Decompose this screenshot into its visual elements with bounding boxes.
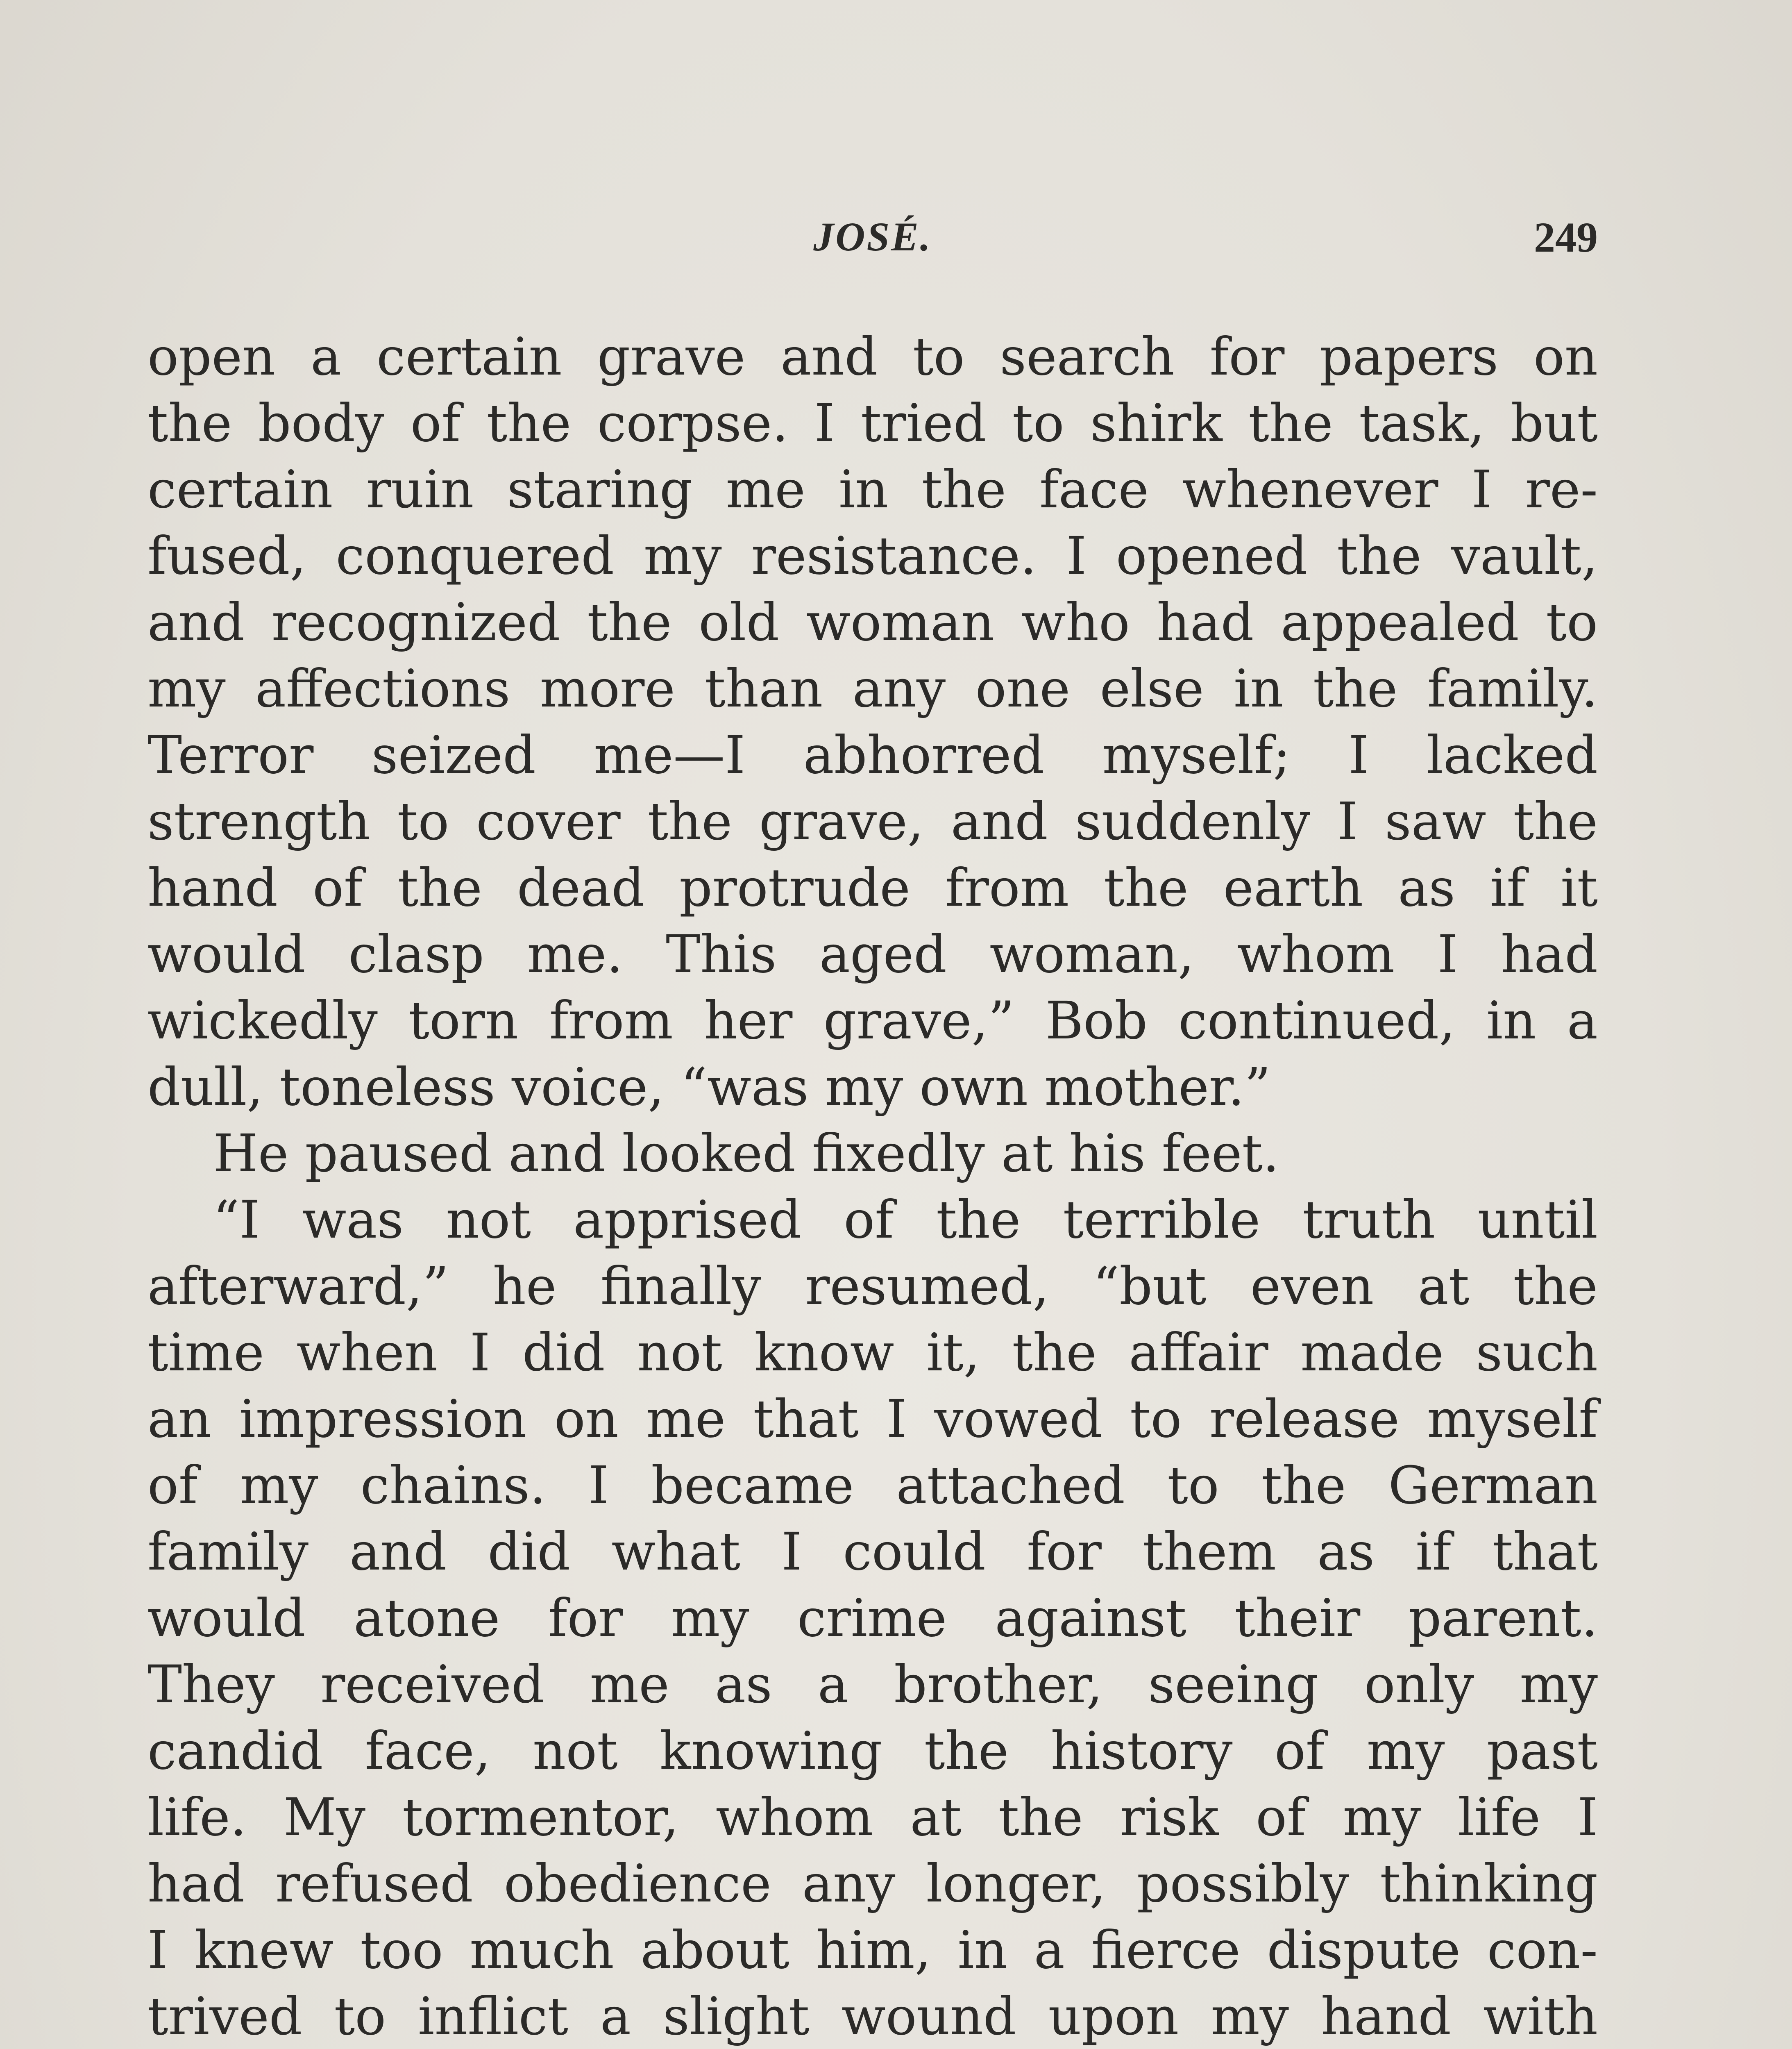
text-line: certain ruin staring me in the face whenever I re- <box>147 459 1598 520</box>
text-line: strength to cover the grave, and suddenly I saw the <box>147 791 1598 852</box>
text-line: would clasp me. This aged woman, whom I had <box>147 924 1598 984</box>
running-title: JOSÉ. <box>813 214 932 259</box>
text-line: “I was not apprised of the terrible truth until <box>213 1190 1598 1250</box>
page-number: 249 <box>1534 214 1598 261</box>
text-line: fused, conquered my resistance. I opened the vault, <box>147 526 1598 586</box>
text-line: afterward,” he finally resumed, “but even at the <box>147 1256 1598 1316</box>
text-line: trived to inflict a slight wound upon my hand with <box>147 1986 1598 2047</box>
text-line: He paused and looked fixedly at his feet. <box>213 1123 1279 1184</box>
text-line: and recognized the old woman who had appealed to <box>147 592 1598 652</box>
text-line: dull, toneless voice, “was my own mother.” <box>147 1057 1271 1117</box>
text-line: open a certain grave and to search for papers on <box>147 327 1598 387</box>
text-line: would atone for my crime against their parent. <box>147 1588 1598 1648</box>
text-line: hand of the dead protrude from the earth as if it <box>147 858 1598 918</box>
text-line: my affections more than any one else in the family. <box>147 659 1598 719</box>
text-line: I knew too much about him, in a fierce dispute con- <box>147 1920 1598 1980</box>
text-line: an impression on me that I vowed to release myself <box>147 1389 1598 1449</box>
text-line: had refused obedience any longer, possibly thinking <box>147 1854 1598 1914</box>
text-line: life. My tormentor, whom at the risk of my life I <box>147 1787 1598 1847</box>
text-line: the body of the corpse. I tried to shirk the task, but <box>147 393 1598 453</box>
text-line: time when I did not know it, the affair made such <box>147 1322 1598 1383</box>
text-line: wickedly torn from her grave,” Bob continued, in a <box>147 990 1598 1051</box>
running-head <box>147 213 1598 270</box>
text-line: candid face, not knowing the history of my past <box>147 1721 1598 1781</box>
text-line: family and did what I could for them as if that <box>147 1522 1598 1582</box>
body-text <box>147 324 1598 2049</box>
text-line: They received me as a brother, seeing only my <box>147 1654 1598 1715</box>
text-line: Terror seized me—I abhorred myself; I lacked <box>147 725 1598 785</box>
text-line: of my chains. I became attached to the German <box>147 1455 1598 1515</box>
